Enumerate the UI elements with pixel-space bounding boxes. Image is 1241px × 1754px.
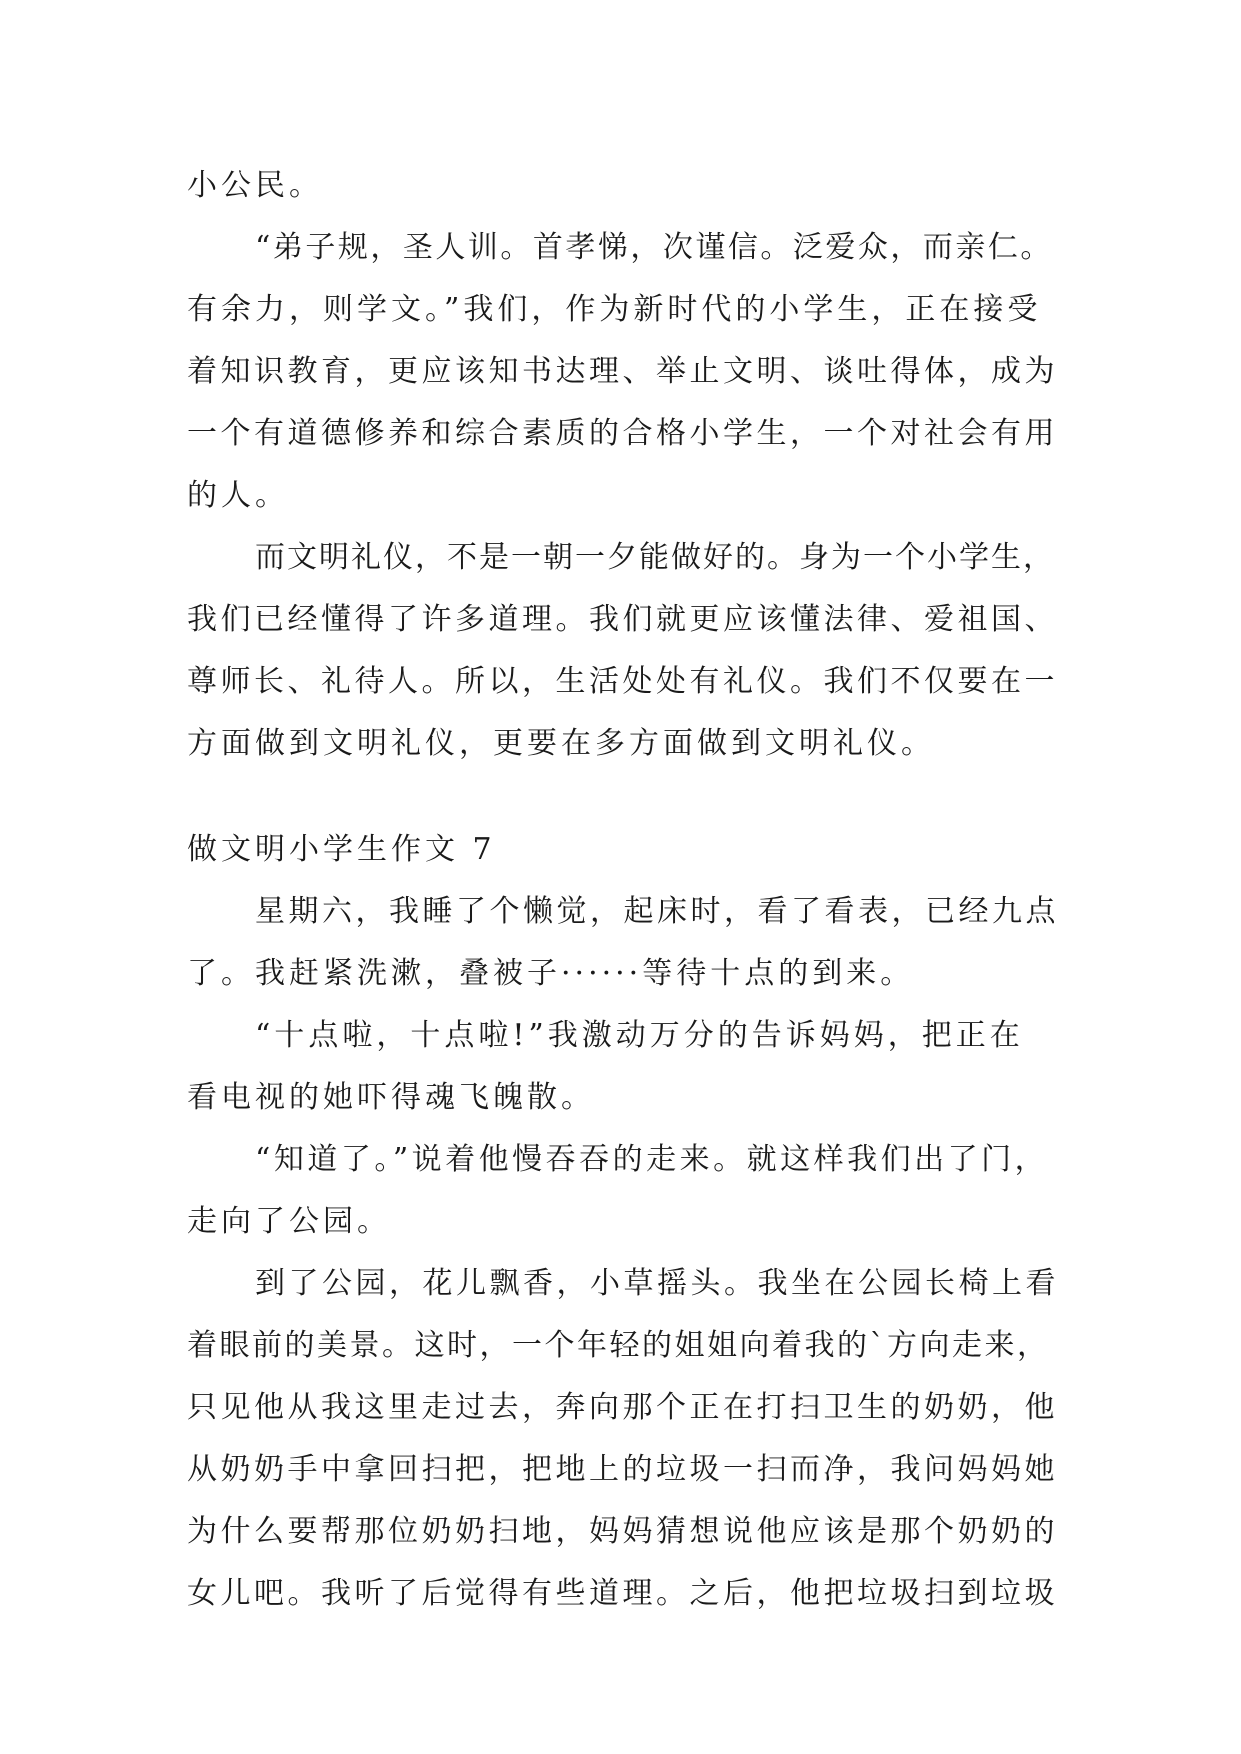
text-line-21: 为什么要帮那位奶奶扫地，妈妈猜想说他应该是那个奶奶的 (187, 1514, 1058, 1549)
text-line-1: 小公民。 (187, 168, 323, 203)
text-line-15: “知道了。”说着他慢吞吞的走来。就这样我们出了门， (255, 1142, 1049, 1177)
text-line-4: 着知识教育，更应该知书达理、举止文明、谈吐得体，成为 (187, 354, 1058, 389)
text-line-22: 女儿吧。我听了后觉得有些道理。之后，他把垃圾扫到垃圾 (187, 1576, 1058, 1611)
text-line-6: 的人。 (187, 478, 289, 513)
text-line-13: “十点啦，十点啦!”我激动万分的告诉妈妈，把正在 (255, 1018, 1024, 1053)
text-line-11: 星期六，我睡了个懒觉，起床时，看了看表，已经九点 (255, 894, 1059, 929)
text-line-2: “弟子规，圣人训。首孝悌，次谨信。泛爱众，而亲仁。 (255, 230, 1053, 265)
text-line-10: 方面做到文明礼仪，更要在多方面做到文明礼仪。 (187, 726, 935, 761)
text-line-19: 只见他从我这里走过去，奔向那个正在打扫卫生的奶奶，他 (187, 1390, 1058, 1425)
text-line-20: 从奶奶手中拿回扫把，把地上的垃圾一扫而净，我问妈妈她 (187, 1452, 1058, 1487)
text-line-17: 到了公园，花儿飘香，小草摇头。我坐在公园长椅上看 (255, 1266, 1059, 1301)
text-line-18: 着眼前的美景。这时，一个年轻的姐姐向着我的`方向走来， (187, 1328, 1050, 1363)
text-line-14: 看电视的她吓得魂飞魄散。 (187, 1080, 595, 1115)
text-line-9: 尊师长、礼待人。所以，生活处处有礼仪。我们不仅要在一 (187, 664, 1058, 699)
text-line-3: 有余力，则学文。”我们，作为新时代的小学生，正在接受 (187, 292, 1042, 327)
section-heading: 做文明小学生作文 7 (187, 832, 496, 867)
text-line-12: 了。我赶紧洗漱，叠被子······等待十点的到来。 (187, 956, 915, 991)
text-line-7: 而文明礼仪，不是一朝一夕能做好的。身为一个小学生， (255, 540, 1055, 575)
text-line-8: 我们已经懂得了许多道理。我们就更应该懂法律、爱祖国、 (187, 602, 1058, 637)
text-line-5: 一个有道德修养和综合素质的合格小学生，一个对社会有用 (187, 416, 1058, 451)
text-line-16: 走向了公园。 (187, 1204, 391, 1239)
